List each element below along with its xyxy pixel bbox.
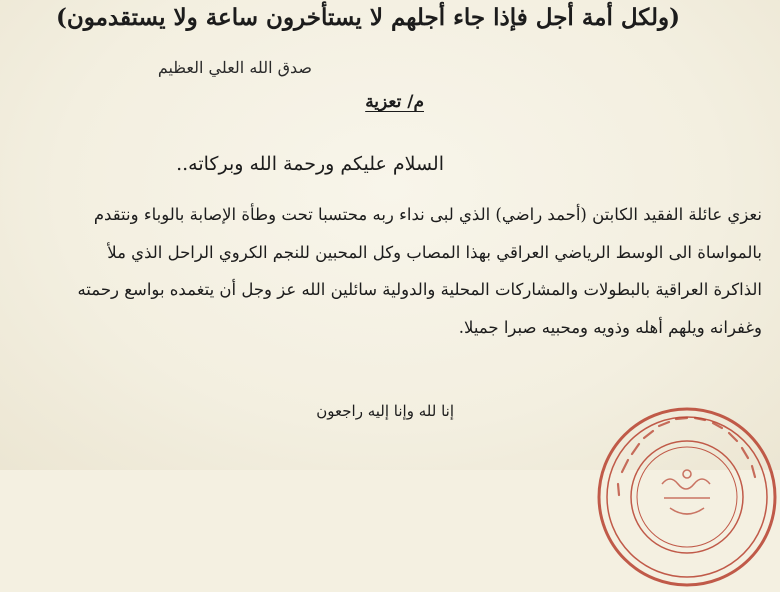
- body-line-3: الذاكرة العراقية بالبطولات والمشاركات المحلية والدولية سائلين الله عز وجل أن يتغمده بواسع رحمته: [77, 280, 762, 299]
- closing-phrase: إنا لله وإنا إليه راجعون: [316, 402, 454, 420]
- official-stamp-icon: [592, 402, 780, 592]
- body-line-4: وغفرانه ويلهم أهله وذويه ومحبيه صبرا جميلا.: [458, 317, 762, 337]
- body-line-1: نعزي عائلة الفقيد الكابتن (أحمد راضي) الذي لبى نداء ربه محتسبا تحت وطأة الإصابة بالوباء ونتقدم: [93, 205, 762, 224]
- letter-subject: م/ تعزية: [365, 92, 424, 112]
- verse-attribution: صدق الله العلي العظيم: [157, 58, 312, 77]
- letter-body: [4, 196, 762, 346]
- body-line-2: بالمواساة الى الوسط الرياضي العراقي بهذا المصاب وكل المحبين للنجم الكروي الراحل الذي ملأ: [107, 242, 762, 262]
- quran-verse: (ولكل أمة أجل فإذا جاء أجلهم لا يستأخرون ساعة ولا يستقدمون): [55, 4, 680, 31]
- greeting: السلام عليكم ورحمة الله وبركاته..: [176, 153, 444, 175]
